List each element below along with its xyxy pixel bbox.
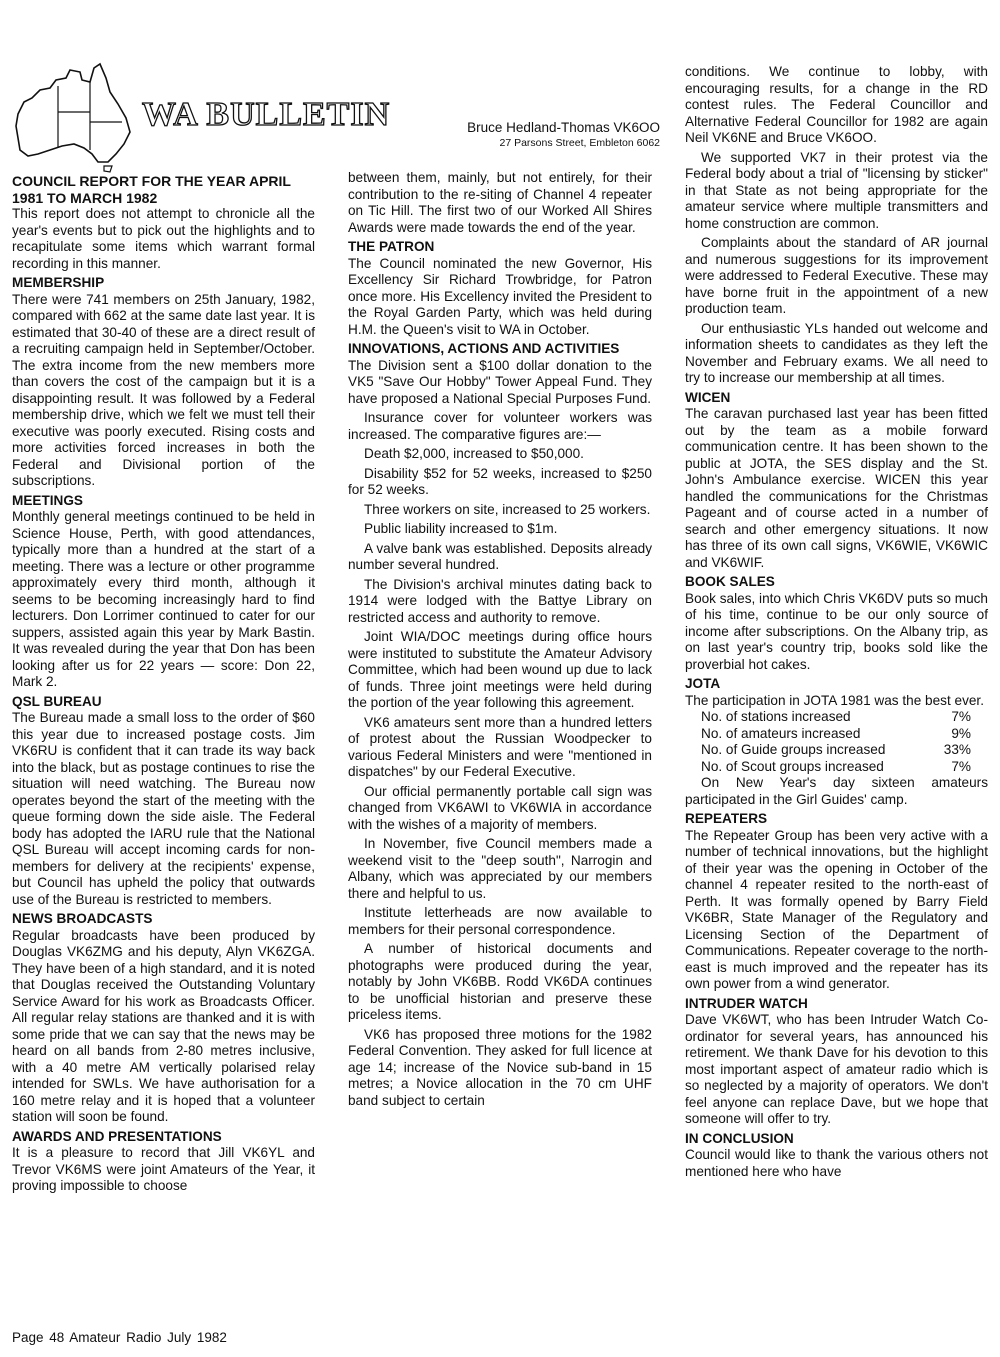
vk7-paragraph: We supported VK7 in their protest via the Federal body about a trial of "licensing by sticker" in that State as not being appropriate for the amateur service where multiple transmitters and home construction are common. <box>685 149 988 231</box>
motions-continued-paragraph: conditions. We continue to lobby, with encouraging results, for a change in the RD contest rules. The Federal Councillor and Alternative Federal Councillor for 1982 are again Neil VK6NE and Bruce VK6OO. <box>685 64 988 145</box>
meetings-heading: MEETINGS <box>12 492 83 508</box>
column-2 <box>348 170 652 1109</box>
intruder-watch-paragraph: Dave VK6WT, who has been Intruder Watch Co-ordinator for several years, has announced his retirement. We thank Dave for his devotion to this most important aspect of amateur radio which is so neglected by a majority of operators. We don't feel anyone can replace Dave, but we hope that someone will offer to try. <box>685 1012 988 1126</box>
liability-cover-line: Public liability increased to $1m. <box>364 521 558 536</box>
awards-paragraph: It is a pleasure to record that Jill VK6YL and Trevor VK6MS were joint Amateurs of the Year, it proving impossible to choose <box>12 1145 315 1193</box>
membership-heading: MEMBERSHIP <box>12 275 105 290</box>
intruder-watch-heading: INTRUDER WATCH <box>685 995 808 1011</box>
jota-paragraph: The participation in JOTA 1981 was the best ever. <box>685 692 984 708</box>
australia-map-icon <box>10 62 135 174</box>
innovations-heading: INNOVATIONS, ACTIONS AND ACTIVITIES <box>348 341 620 356</box>
repeaters-paragraph: The Repeater Group has been very active with a number of technical innovations, but the highlight of their year was the opening in October of the channel 4 repeater resited to the north-east of Perth. It was formally opened by Barry Field VK6BR, State Manager of the Regulatory and Licensing Section of the Department of Communications. Repeater coverage to the north-east is much improved and the repeater has its own power from a wind generator. <box>685 827 988 991</box>
conclusion-heading: IN CONCLUSION <box>685 1130 794 1146</box>
stat-value: 7% <box>951 709 971 724</box>
jota-stat-row <box>701 742 971 759</box>
author-block <box>420 120 660 150</box>
death-cover-line: Death $2,000, increased to $50,000. <box>364 446 584 461</box>
book-sales-paragraph: Book sales, into which Chris VK6DV puts so much of his time, continue to be our only source of income after subscriptions. On the Albany trip, as on last year's country trip, books sold like the proverbial hot cakes. <box>685 590 988 672</box>
letterheads-paragraph: Institute letterheads are now available to members for their personal correspondence. <box>348 905 652 937</box>
wicen-paragraph: The caravan purchased last year has been fitted out by the team as a mobile forward communication centre. It has been shown to the public at JOTA, the SES display and the St. John's Ambulance exercise. WICEN this year handled the communications for the Christmas Pageant and of course acted in a number of search and other emergency situations. It now has three of its own call signs, VK6WIE, VK6WIC and VK6WIF. <box>685 406 988 570</box>
news-heading: NEWS BROADCASTS <box>12 911 153 926</box>
column-1 <box>12 170 315 1195</box>
november-visit-paragraph: In November, five Council members made a weekend visit to the "deep south", Narrogin and Albany, which was appreciated by our members there and helpful to us. <box>348 836 652 901</box>
author-name: Bruce Hedland-Thomas VK6OO <box>467 120 660 135</box>
patron-heading: THE PATRON <box>348 239 435 254</box>
insurance-paragraph: Insurance cover for volunteer workers was increased. The comparative figures are:— <box>348 410 652 442</box>
stat-label: No. of stations increased <box>701 709 851 724</box>
meetings-paragraph: Monthly general meetings continued to be held in Science House, Perth, with good attendances, typically more than a hundred at the start of a meeting. There was a lecture or other programme approximately every third month, although it seems to be becoming increasingly hard to find lecturers. Don Lorrimer continued to cater for our suppers, assisted again this year by Mark Bastin. It was revealed during the year that Don has been looking after us for 22 years — score: Don 22, Mark 2. <box>12 509 315 689</box>
conclusion-paragraph: Council would like to thank the various others not mentioned here who have <box>685 1147 988 1179</box>
innovations-paragraph: The Division sent a $100 dollar donation to the VK5 "Save Our Hobby" Tower Appeal Fund. They have proposed a National Special Purposes Fund. <box>348 357 652 406</box>
protest-letters-paragraph: VK6 amateurs sent more than a hundred letters of protest about the Russian Woodpecker to various Federal Ministers and were "mentioned in dispatches" by our Federal Executive. <box>348 714 652 779</box>
workers-cover-line: Three workers on site, increased to 25 workers. <box>364 501 651 517</box>
bulletin-banner <box>140 92 390 132</box>
stat-value: 9% <box>951 725 971 741</box>
report-heading: COUNCIL REPORT FOR THE YEAR APRIL 1981 TO MARCH 1982 <box>12 173 291 206</box>
patron-paragraph: The Council nominated the new Governor, His Excellency Sir Richard Trowbridge, for Patron once more. His Excellency invited the President to the Royal Garden Party, which was held during H.M. the Queen's visit to WA in October. <box>348 255 652 337</box>
jota-heading: JOTA <box>685 676 721 691</box>
stat-value: 7% <box>951 758 971 774</box>
repeaters-heading: REPEATERS <box>685 811 768 826</box>
valve-bank-paragraph: A valve bank was established. Deposits already number several hundred. <box>348 540 652 572</box>
book-sales-heading: BOOK SALES <box>685 574 775 589</box>
new-year-paragraph: On New Year's day sixteen amateurs participated in the Girl Guides' camp. <box>685 775 988 807</box>
qsl-heading: QSL BUREAU <box>12 693 102 709</box>
intro-paragraph: This report does not attempt to chronicle all the year's events but to pick out the highlights and to recapitulate some items which warrant formal recording in this manner. <box>12 206 315 271</box>
qsl-paragraph: The Bureau made a small loss to the order of $60 this year due to increased postage costs. Jim VK6RU is confident that it can trade its way back into the black, but as postage continues to rise the situation will need watching. The Bureau now operates beyond the start of the meeting with the queue forming down the side aisle. The Federal body has adopted the IARU rule that the National QSL Bureau will accept incoming cards for non-members for delivery at the recipients' expense, but Council has upheld the policy that outwards use of the Bureau is restricted to members. <box>12 710 315 907</box>
jota-stat-row <box>701 726 971 743</box>
motions-paragraph: VK6 has proposed three motions for the 1982 Federal Convention. They asked for full licence at age 14; increase of the Novice sub-band in 15 metres; a Novice allocation in the 70 cm UHF band subject to certain <box>348 1026 652 1108</box>
bulletin-title: WA BULLETIN <box>142 96 390 132</box>
wicen-heading: WICEN <box>685 389 731 405</box>
joint-meetings-paragraph: Joint WIA/DOC meetings during office hours were instituted to substitute the Amateur Advisory Committee, which had been wound up due to lack of funds. Three joint meetings were held during the portion of the year following this agreement. <box>348 629 652 710</box>
stat-label: No. of Scout groups increased <box>701 758 884 774</box>
stat-label: No. of Guide groups increased <box>701 742 886 757</box>
stat-label: No. of amateurs increased <box>701 725 861 741</box>
stat-value: 33% <box>943 742 971 757</box>
bulletin-title-graphic <box>140 92 390 132</box>
awards-continued-paragraph: between them, mainly, but not entirely, for their contribution to the re-siting of Channel 4 repeater on Tic Hill. The first two of our Worked All Shires Awards were made towards the end of the year. <box>348 170 652 235</box>
author-address: 27 Parsons Street, Embleton 6062 <box>499 137 660 149</box>
jota-stat-row <box>701 709 971 726</box>
callsign-paragraph: Our official permanently portable call sign was changed from VK6AWI to VK6WIA in accordance with the wishes of a majority of members. <box>348 783 652 832</box>
news-paragraph: Regular broadcasts have been produced by Douglas VK6ZMG and his deputy, Alyn VK6ZGA. They have been of a high standard, and it is noted that Douglas received the Outstanding Voluntary Service Award for his work as Broadcasts Officer. All regular relay stations are thanked and it is with some pride that we can say that the news may be heard on all bands from 2-80 metres inclusive, with a 40 metre AM vertically polarised relay intended for SWLs. We have authorisation for a 160 metre relay and it is hoped that a volunteer station will soon be found. <box>12 927 315 1124</box>
awards-heading: AWARDS AND PRESENTATIONS <box>12 1128 222 1144</box>
complaints-paragraph: Complaints about the standard of AR journal and numerous suggestions for its improvement were addressed to Federal Executive. These may have borne fruit in the appointment of a new production team. <box>685 235 988 316</box>
yls-paragraph: Our enthusiastic YLs handed out welcome and information sheets to candidates as they left the November and February exams. We all need to try to increase our membership at all times. <box>685 320 988 385</box>
page-footer: Page 48 Amateur Radio July 1982 <box>12 1330 227 1345</box>
historical-paragraph: A number of historical documents and photographs were produced during the year, notably by John VK6BB. Rodd VK6DA continues to be unofficial historian and preserve these priceless items. <box>348 941 652 1022</box>
disability-cover-line: Disability $52 for 52 weeks, increased to $250 for 52 weeks. <box>348 465 652 497</box>
membership-paragraph: There were 741 members on 25th January, 1982, compared with 662 at the same date last year. It is estimated that 30-40 of these are a direct result of a recruiting campaign held in September/October. The extra income from the new members more than covers the cost of the campaign but it is a disappointing result. It was followed by a Federal membership drive, which we felt we must tell their executive was poorly executed. Rising costs and more activities forced increases in both the Federal and Divisional portion of the subscriptions. <box>12 291 315 488</box>
column-3 <box>685 64 988 1180</box>
jota-stat-row <box>701 759 971 776</box>
jota-stats-list <box>701 709 971 775</box>
archival-paragraph: The Division's archival minutes dating back to 1914 were lodged with the Battye Library on restricted access and authority to remove. <box>348 576 652 625</box>
